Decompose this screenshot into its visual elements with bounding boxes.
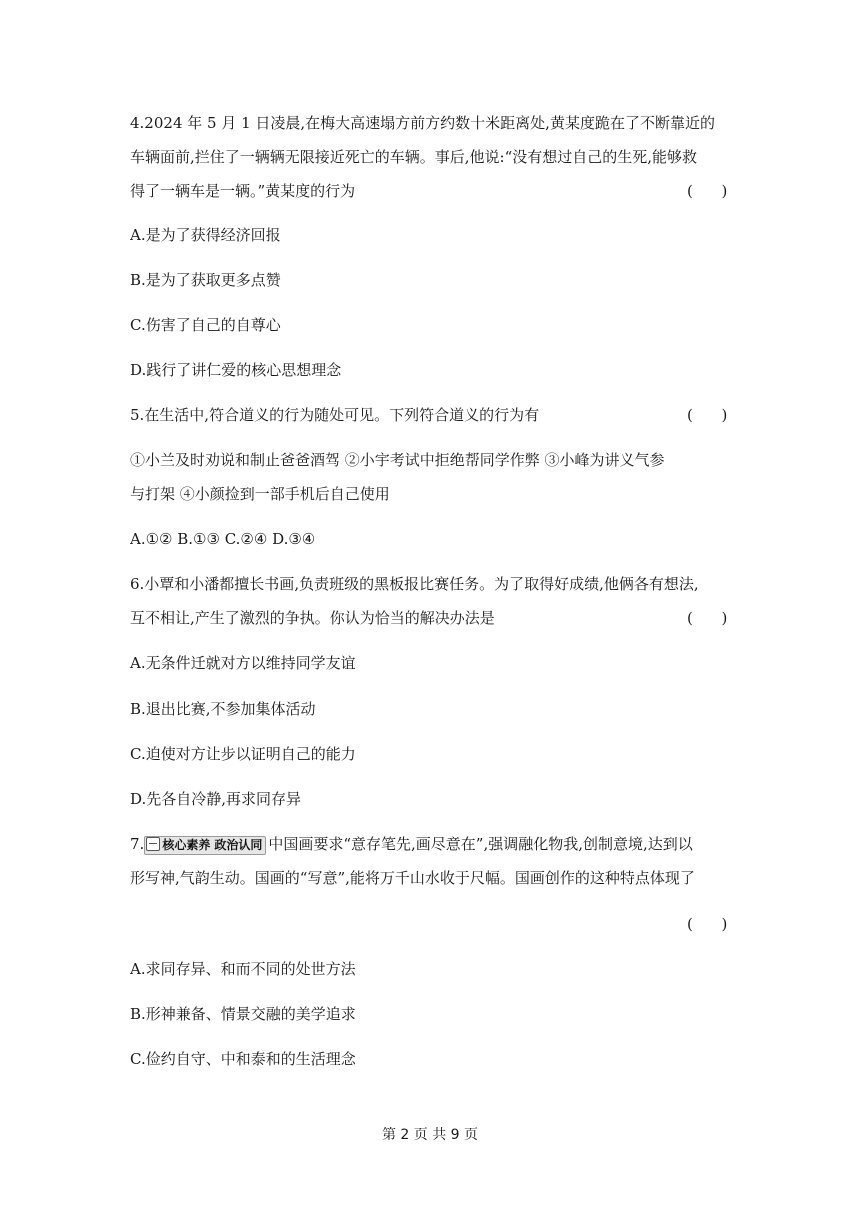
q4-option-c: C.伤害了自己的自尊心 [130,316,281,334]
q4-option-d: D.践行了讲仁爱的核心思想理念 [130,361,342,379]
q4-option-b: B.是为了获取更多点赞 [130,271,281,289]
q4-answer-bracket: ( ) [687,182,728,200]
q4-stem-line-2: 车辆面前,拦住了一辆辆无限接近死亡的车辆。事后,他说:“没有想过自己的生死,能够救 [130,148,698,166]
q7-answer-bracket: ( ) [687,915,728,933]
q4-option-a: A.是为了获得经济回报 [130,226,281,244]
q5-options: A.①② B.①③ C.②④ D.③④ [130,530,316,548]
q6-option-d: D.先各自冷静,再求同存异 [130,790,302,808]
q6-answer-bracket: ( ) [687,609,728,627]
q5-statements-line-2: 与打架 ④小颜捡到一部手机后自己使用 [130,485,390,503]
q7-stem-line-1-text: 中国画要求“意存笔先,画尽意在”,强调融化物我,创制意境,达到以 [268,835,693,853]
core-literacy-badge [144,836,266,855]
badge-political-identity-label: 政治认同 [214,837,263,852]
q7-option-c: C.俭约自守、中和泰和的生活理念 [130,1050,356,1068]
q6-stem-line-2: 互不相让,产生了激烈的争执。你认为恰当的解决办法是 [130,609,495,627]
q7-option-b: B.形神兼备、情景交融的美学追求 [130,1005,356,1023]
q4-stem-line-1: 4.2024 年 5 月 1 日凌晨,在梅大高速塌方前方约数十米距离处,黄某度跪在了不断靠近的 [130,114,715,132]
q7-stem-line-1 [130,834,693,855]
page-number-footer: 第 2 页 共 9 页 [381,1127,479,1143]
q5-stem-line-1: 5.在生活中,符合道义的行为随处可见。下列符合道义的行为有 [130,406,540,424]
q5-statements-line-1: ①小兰及时劝说和制止爸爸酒驾 ②小宇考试中拒绝帮同学作弊 ③小峰为讲义气参 [130,451,665,469]
q6-option-a: A.无条件迁就对方以维持同学友谊 [130,654,356,672]
q5-answer-bracket: ( ) [687,406,728,424]
q7-number: 7. [130,835,145,853]
q4-stem-line-3: 得了一辆车是一辆。”黄某度的行为 [130,182,356,200]
q6-option-c: C.迫使对方让步以证明自己的能力 [130,745,356,763]
book-icon [146,837,160,851]
q7-option-a: A.求同存异、和而不同的处世方法 [130,960,356,978]
q6-stem-line-1: 6.小覃和小潘都擅长书画,负责班级的黑板报比赛任务。为了取得好成绩,他俩各有想法, [130,575,699,593]
q6-option-b: B.退出比赛,不参加集体活动 [130,700,316,718]
badge-core-literacy-label: 核心素养 [162,837,211,852]
q7-stem-line-2: 形写神,气韵生动。国画的“写意”,能将万千山水收于尺幅。国画创作的这种特点体现了 [130,869,695,887]
